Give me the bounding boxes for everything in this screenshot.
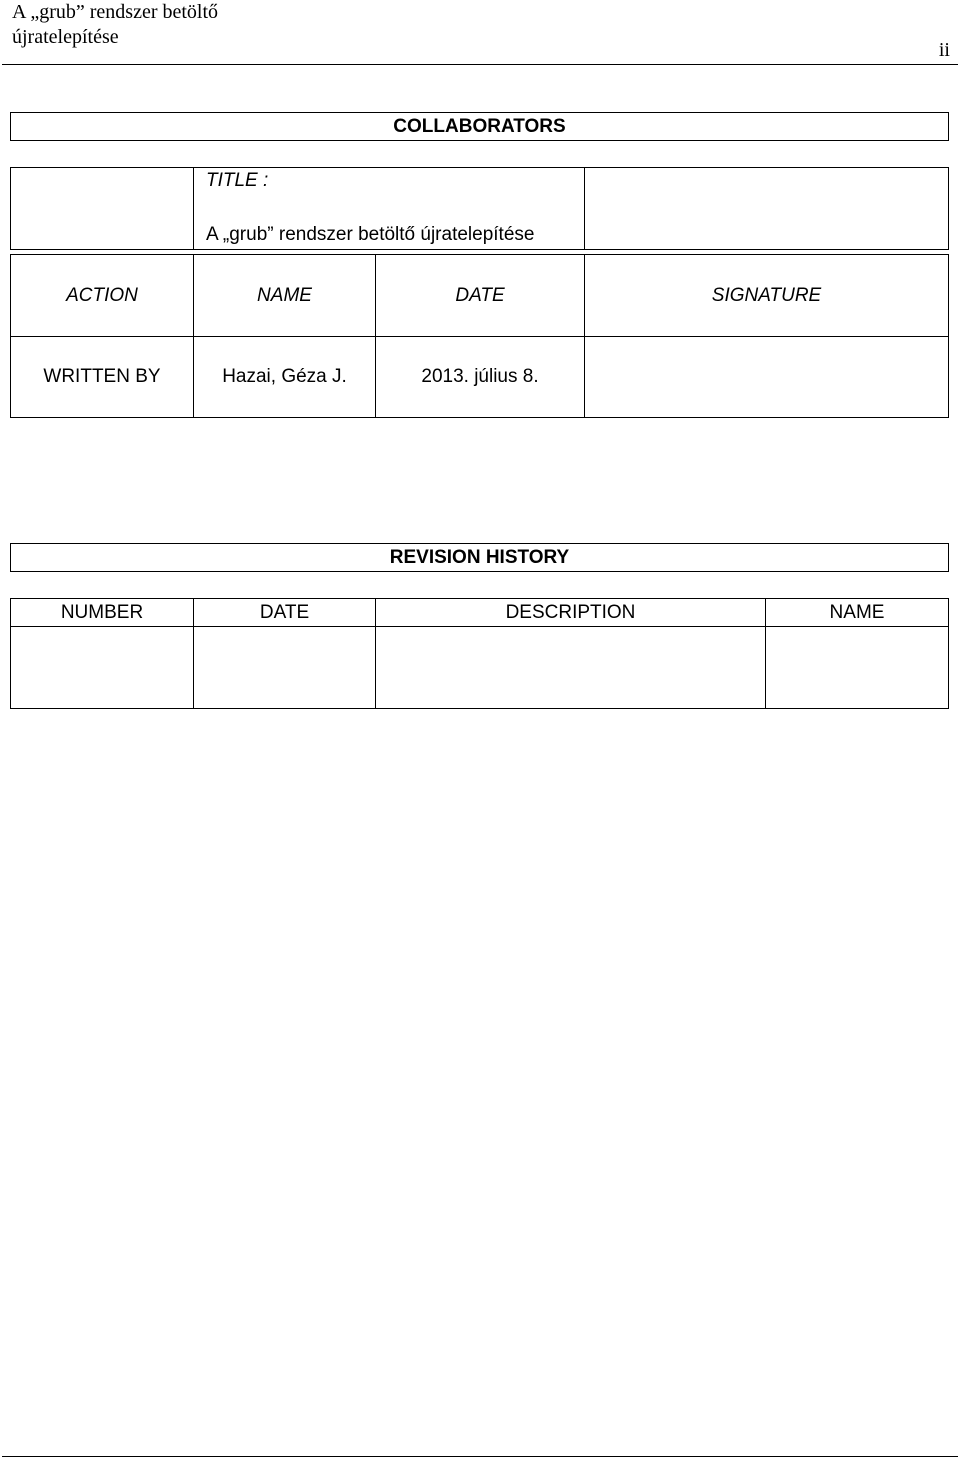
rev-col-number: NUMBER bbox=[10, 598, 194, 627]
col-header-signature: SIGNATURE bbox=[584, 254, 949, 337]
title-label: TITLE : bbox=[206, 170, 269, 191]
row-name: Hazai, Géza J. bbox=[193, 336, 376, 418]
collaborators-title: COLLABORATORS bbox=[10, 112, 949, 141]
col-header-name: NAME bbox=[193, 254, 376, 337]
rev-row-date bbox=[193, 626, 376, 709]
rev-col-date: DATE bbox=[193, 598, 376, 627]
header-rule bbox=[2, 64, 958, 65]
col-header-date: DATE bbox=[375, 254, 585, 337]
page-number: ii bbox=[938, 39, 950, 61]
title-cell bbox=[193, 167, 585, 250]
rev-col-name: NAME bbox=[765, 598, 949, 627]
title-value: A „grub” rendszer betöltő újratelepítése bbox=[206, 224, 535, 245]
running-title: A „grub” rendszer betöltő újratelepítése bbox=[12, 1, 219, 48]
title-row-spacer bbox=[10, 167, 194, 250]
row-date: 2013. július 8. bbox=[375, 336, 585, 418]
rev-col-description: DESCRIPTION bbox=[375, 598, 766, 627]
col-header-action: ACTION bbox=[10, 254, 194, 337]
footer-rule bbox=[2, 1456, 958, 1457]
row-signature bbox=[584, 336, 949, 418]
row-action: WRITTEN BY bbox=[10, 336, 194, 418]
rev-row-number bbox=[10, 626, 194, 709]
revision-history-title: REVISION HISTORY bbox=[10, 543, 949, 572]
rev-row-name bbox=[765, 626, 949, 709]
rev-row-description bbox=[375, 626, 766, 709]
title-row-empty bbox=[584, 167, 949, 250]
